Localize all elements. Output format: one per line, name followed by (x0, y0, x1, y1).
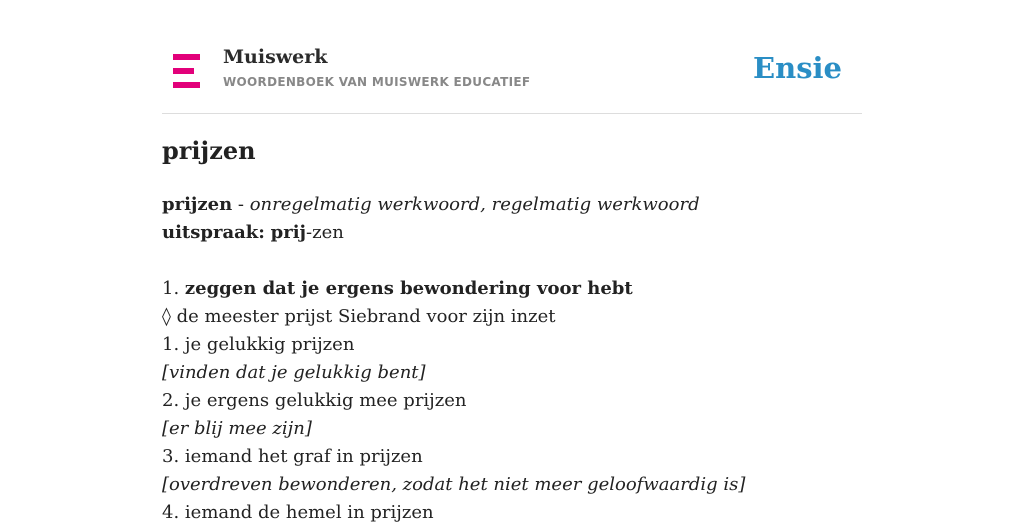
page-title: prijzen (162, 136, 256, 165)
sense-number: 1. (162, 278, 180, 299)
expression-line (162, 443, 862, 471)
expression-meaning-text: [er blij mee zijn] (162, 418, 312, 439)
expression-phrase: iemand de hemel in prijzen (184, 502, 434, 523)
expression-number: 3. (162, 446, 180, 467)
expression-meaning (162, 359, 862, 387)
expression-phrase: je gelukkig prijzen (184, 334, 355, 355)
pronunciation-rest: -zen (306, 222, 344, 243)
dictionary-entry (162, 191, 862, 527)
headword-line (162, 191, 862, 219)
pronunciation-stressed: prij (270, 222, 307, 243)
ensie-brand-link[interactable]: Ensie (753, 51, 842, 85)
example-line (162, 303, 862, 331)
sense-definition: zeggen dat je ergens bewondering voor hebt (184, 278, 633, 299)
pronunciation-label: uitspraak: (162, 222, 265, 243)
sense-line (162, 275, 862, 303)
separator: - (232, 194, 250, 215)
e-logo-icon[interactable] (173, 54, 200, 88)
logo-bar-middle (173, 68, 194, 74)
expression-line (162, 499, 862, 527)
expression-phrase: je ergens gelukkig mee prijzen (184, 390, 467, 411)
headword: prijzen (162, 194, 233, 215)
expression-meaning (162, 471, 862, 499)
expression-line (162, 331, 862, 359)
logo-bar-top (173, 54, 200, 60)
logo-bar-bottom (173, 82, 200, 88)
word-types: onregelmatig werkwoord, regelmatig werkwoord (249, 194, 700, 215)
example-marker: ◊ (162, 306, 171, 327)
site-header (162, 0, 862, 114)
site-subtitle: WOORDENBOEK VAN MUISWERK EDUCATIEF (223, 75, 531, 89)
example-text: de meester prijst Siebrand voor zijn inzet (176, 306, 556, 327)
expression-number: 2. (162, 390, 180, 411)
expression-meaning-text: [vinden dat je gelukkig bent] (162, 362, 426, 383)
pronunciation-line (162, 219, 862, 247)
expression-number: 4. (162, 502, 180, 523)
page (162, 0, 862, 523)
expression-phrase: iemand het graf in prijzen (184, 446, 423, 467)
expression-line (162, 387, 862, 415)
site-title[interactable]: Muiswerk (223, 46, 328, 68)
expression-meaning-text: [overdreven bewonderen, zodat het niet meer geloofwaardig is] (162, 474, 746, 495)
expression-number: 1. (162, 334, 180, 355)
expression-meaning (162, 415, 862, 443)
spacer (162, 247, 862, 275)
